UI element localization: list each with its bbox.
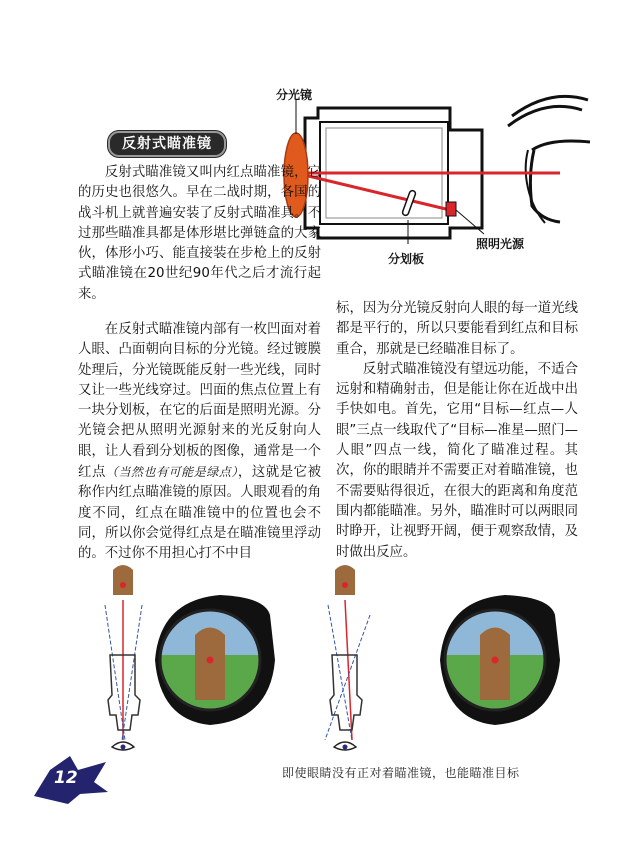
- paragraph-parallel: 标，因为分光镜反射向人眼的每一道光线都是平行的，所以只要能看到红点和目标重合，那就是已经瞄准目标了。: [336, 301, 578, 357]
- paragraph-principle-part1: 在反射式瞄准镜内部有一枚凹面对着人眼、凸面朝向目标的分光镜。经过镀膜处理后，分光镜既能反射一些光线，同时又让一些光线穿过。凹面的焦点位置上有一块分划板，在它的后面是照明光源。分光镜会把从照明光源射来的光反射向人眼，让人看到分划板的图像，通常是一个红点: [78, 322, 321, 481]
- label-splitter: 分光镜: [276, 88, 313, 102]
- green-dot-note: （当然也有可能是绿点）: [105, 465, 238, 480]
- bottom-illustration: [90, 555, 610, 770]
- label-reticle: 分划板: [388, 252, 425, 266]
- paragraph-principle-part2: ，这就是它被称作内红点瞄准镜的原因。人眼观看的角度不同，红点在瞄准镜中的位置也会不同，所以你会觉得红点是在瞄准镜里浮动的。不过你不用担心打不中目: [78, 465, 322, 562]
- left-column-top: [78, 163, 321, 305]
- target-icon-left: [113, 565, 133, 595]
- label-light-source: 照明光源: [476, 237, 525, 251]
- section-title: 反射式瞄准镜: [108, 131, 226, 157]
- paragraph-history: 反射式瞄准镜又叫内红点瞄准镜，它的历史也很悠久。早在二战时期，各国的战斗机上就普遍安装了反射式瞄准具。不过那些瞄准具都是体形堪比弹链盒的大家伙，体形小巧、能直接装在步枪上的反射式瞄准镜在20世纪90年代之后才流行起来。: [78, 165, 321, 302]
- scope-view-left: [155, 595, 275, 725]
- scope-view-right: [440, 595, 560, 725]
- gun-outline-left: [108, 655, 140, 730]
- paragraph-advantages: 反射式瞄准镜没有望远功能，不适合远射和精确射击，但是能让你在近战中出手快如电。首先，它用“目标—红点—人眼”三点一线取代了“目标—准星—照门—人眼”四点一线，简化了瞄准过程。其次，你的眼睛并不需要正对着瞄准镜，也不需要贴得很近，在很大的距离和角度范围内都能瞄准。另外，瞄准时可以两眼同时睁开，让视野开阔，便于观察敌情，及时做出反应。: [336, 361, 578, 560]
- paragraph-principle: [78, 320, 321, 565]
- light-source: [446, 202, 456, 216]
- page-number: 12: [54, 768, 78, 788]
- figure-caption: 即使眼睛没有正对着瞄准镜，也能瞄准目标: [282, 766, 520, 780]
- right-column: [336, 299, 578, 563]
- eye-drawing: [508, 106, 582, 126]
- target-icon-right: [335, 565, 355, 595]
- left-column-bottom: [78, 320, 321, 565]
- gun-outline-right: [330, 655, 362, 730]
